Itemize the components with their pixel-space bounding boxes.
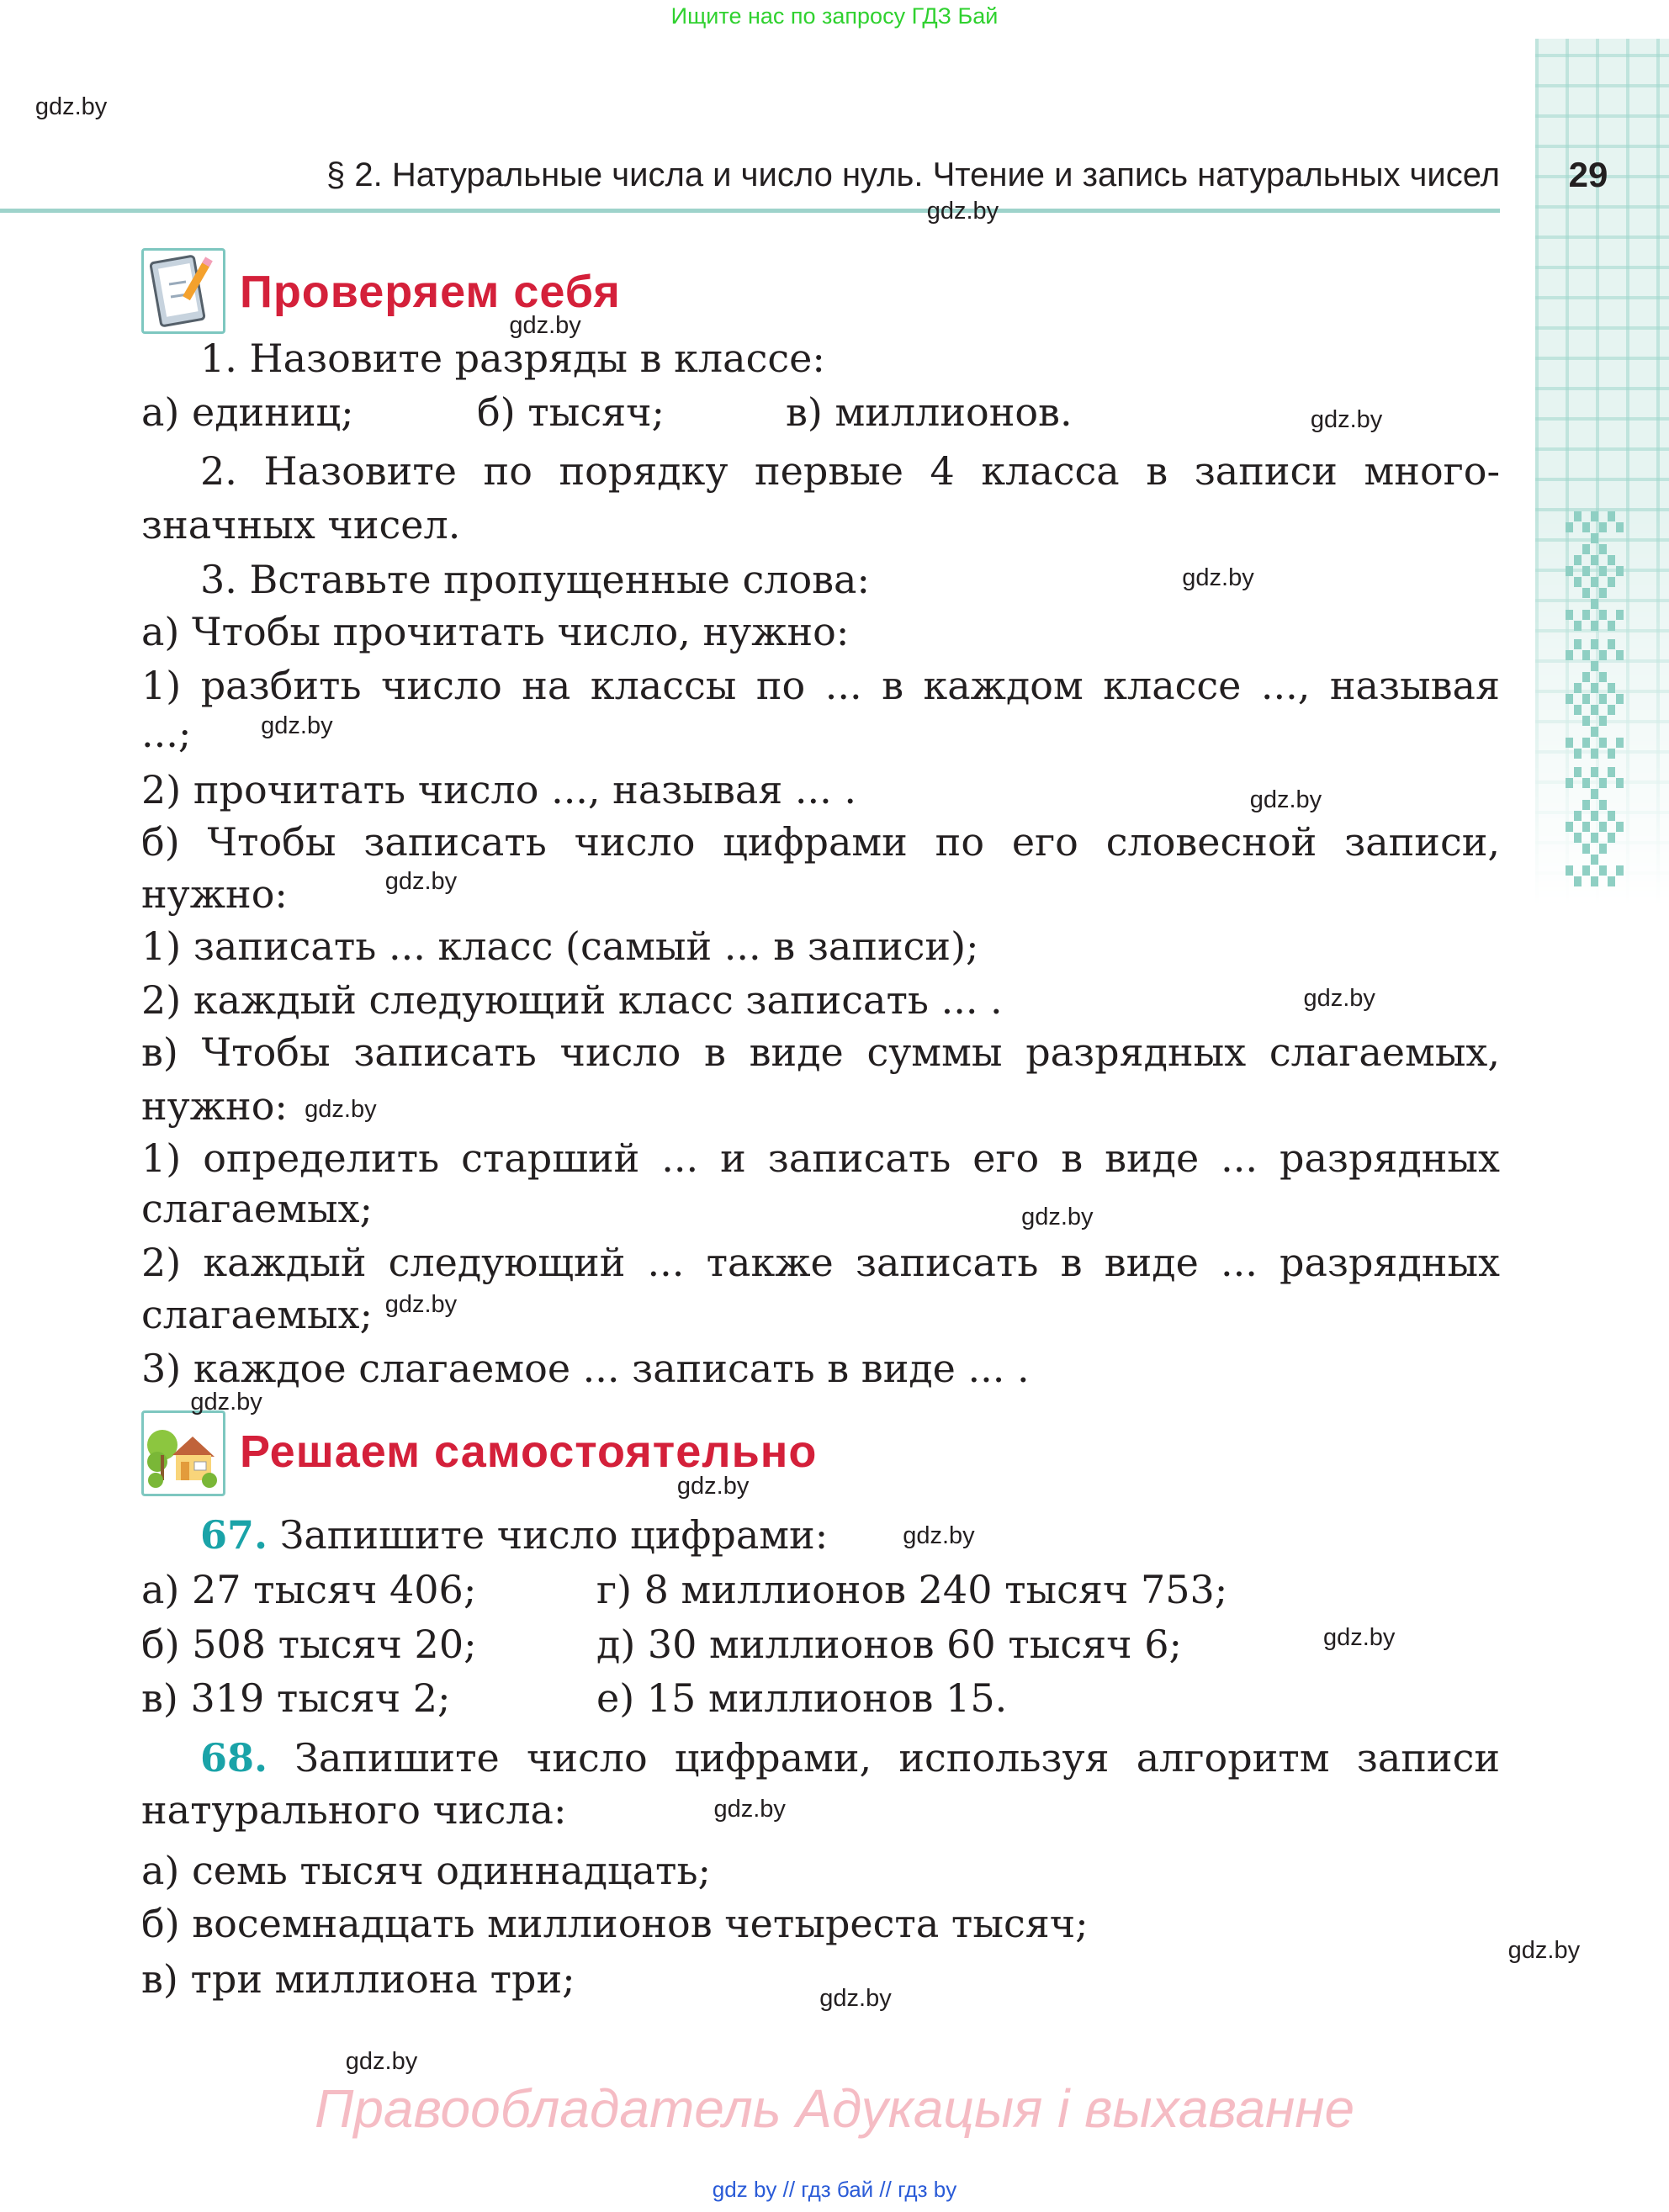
gdz-watermark: gdz.by	[384, 867, 458, 895]
gdz-watermark: gdz.by	[1021, 1203, 1094, 1230]
gdz-watermark: gdz.by	[1303, 984, 1375, 1012]
exercise-68	[200, 1733, 1500, 1783]
gdz-watermark: gdz.by	[305, 1096, 377, 1124]
exercise-68-line2: натурального числа:	[141, 1787, 567, 1833]
q3-line: слагаемых;	[141, 1292, 373, 1337]
exercise-67	[200, 1510, 1500, 1560]
exercise-number: 67.	[200, 1512, 268, 1558]
search-banner: Ищите нас по запросу ГДЗ Бай	[670, 3, 999, 29]
q3-line: 2) каждый следующий ... также записать в виде ... разрядных	[141, 1240, 1500, 1285]
house-tree-icon	[141, 1410, 225, 1496]
gdz-watermark: gdz.by	[903, 1521, 975, 1549]
q3-line: слагаемых;	[141, 1186, 373, 1231]
ex67-item-d: д) 30 миллионов 60 тысяч 6;	[596, 1622, 1182, 1667]
ex67-item-v: в) 319 тысяч 2;	[141, 1675, 451, 1721]
q3-line: а) Чтобы прочитать число, нужно:	[141, 609, 850, 654]
q3-line: 2) каждый следующий класс записать ... .	[141, 977, 1003, 1023]
exercise-text: Запишите число цифрами, используя алгоритм записи	[294, 1735, 1500, 1781]
q3-line: нужно:	[141, 871, 288, 917]
chapter-header: § 2. Натуральные числа и число нуль. Чтение и запись натуральных чисел	[326, 156, 1500, 193]
gdz-watermark: gdz.by	[34, 93, 108, 121]
exercise-number: 68.	[200, 1735, 268, 1781]
q3-line: в) Чтобы записать число в виде суммы разрядных слагаемых,	[141, 1029, 1500, 1075]
q3-line: 1) разбить число на классы по ... в каждом классе ..., называя	[141, 663, 1500, 708]
copyright-watermark: Правообладатель Адукацыя і выхаванне	[314, 2078, 1355, 2139]
ex67-item-e: е) 15 миллионов 15.	[596, 1675, 1008, 1721]
checklist-pencil-icon	[141, 248, 225, 334]
question-1: 1. Назовите разряды в классе:	[200, 336, 825, 381]
gdz-watermark: gdz.by	[384, 1290, 458, 1318]
gdz-watermark: gdz.by	[1182, 564, 1254, 592]
question-2-line1: 2. Назовите по порядку первые 4 класса в записи много-	[200, 448, 1500, 494]
q3-line: б) Чтобы записать число цифрами по его словесной записи,	[141, 819, 1500, 865]
gdz-watermark: gdz.by	[261, 712, 333, 740]
gdz-watermark: gdz.by	[509, 312, 581, 340]
ex67-item-g: г) 8 миллионов 240 тысяч 753;	[596, 1567, 1228, 1612]
q1-option-a: а) единиц;	[141, 389, 354, 435]
question-2-line2: значных чисел.	[141, 502, 461, 548]
ex67-item-a: а) 27 тысяч 406;	[141, 1567, 477, 1612]
gdz-watermark: gdz.by	[1322, 1623, 1396, 1651]
gdz-watermark: gdz.by	[190, 1388, 262, 1416]
gdz-watermark: gdz.by	[345, 2048, 418, 2076]
question-3: 3. Вставьте пропущенные слова:	[200, 557, 870, 602]
exercise-text: Запишите число цифрами:	[279, 1512, 829, 1558]
gdz-watermark: gdz.by	[926, 198, 999, 225]
section-title-solve-yourself: Решаем самостоятельно	[240, 1426, 818, 1477]
q3-line: 2) прочитать число ..., называя ... .	[141, 767, 857, 812]
ex67-item-b: б) 508 тысяч 20;	[141, 1622, 477, 1667]
gdz-watermark: gdz.by	[1507, 1936, 1581, 1964]
q1-option-b: б) тысяч;	[477, 389, 665, 435]
ex68-item-a: а) семь тысяч одиннадцать;	[141, 1848, 712, 1893]
q1-option-c: в) миллионов.	[786, 389, 1073, 435]
q3-line: нужно:	[141, 1083, 288, 1129]
q3-line: 3) каждое слагаемое ... записать в виде ... .	[141, 1346, 1030, 1391]
ex68-item-b: б) восемнадцать миллионов четыреста тысяч;	[141, 1901, 1089, 1946]
gdz-watermark: gdz.by	[819, 1984, 892, 2012]
page-number: 29	[1568, 155, 1608, 194]
ornament-icon	[1563, 511, 1627, 892]
bottom-links[interactable]: gdz by // гдз бай // гдз by	[712, 2177, 957, 2202]
section-title-check-yourself: Проверяем себя	[240, 267, 621, 317]
gdz-watermark: gdz.by	[713, 1796, 786, 1823]
gdz-watermark: gdz.by	[1249, 786, 1322, 813]
q3-line: 1) записать ... класс (самый ... в записи);	[141, 923, 979, 969]
q3-line: 1) определить старший ... и записать его в виде ... разрядных	[141, 1135, 1500, 1181]
gdz-watermark: gdz.by	[1310, 406, 1383, 434]
ex68-item-v: в) три миллиона три;	[141, 1956, 575, 2002]
header-rule	[0, 209, 1500, 213]
gdz-watermark: gdz.by	[676, 1473, 750, 1500]
q3-line: ...;	[141, 711, 192, 756]
